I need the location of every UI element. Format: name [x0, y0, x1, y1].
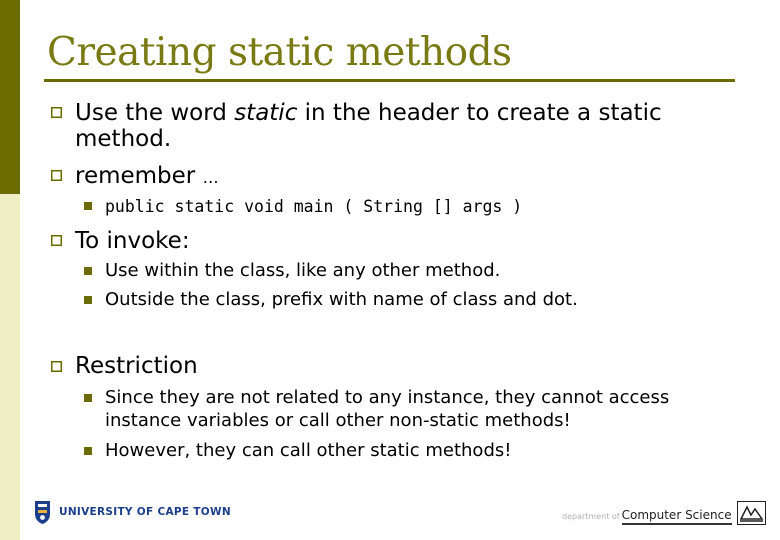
- uct-logo: [34, 498, 231, 526]
- sidebar-accent-dark: [0, 0, 20, 194]
- filled-square-bullet-icon: [84, 447, 92, 455]
- square-bullet-icon: [51, 107, 62, 118]
- static-keyword-emphasis: static: [234, 100, 298, 126]
- bullet-remember: [75, 163, 219, 191]
- department-prefix: department of: [562, 511, 620, 521]
- department-emblem-icon: [737, 501, 766, 525]
- main-signature-code: public static void main ( String [] args ): [105, 197, 523, 216]
- department-logo: [562, 505, 732, 527]
- filled-square-bullet-icon: [84, 202, 92, 210]
- department-name: Computer Science: [622, 508, 732, 525]
- uct-crest-icon: [34, 499, 51, 525]
- sub-bullet-outside-class: Outside the class, prefix with name of class and dot.: [105, 289, 578, 310]
- slide-title: Creating static methods: [47, 30, 512, 75]
- bullet-text-pre: Use the word: [75, 100, 235, 126]
- square-bullet-icon: [51, 235, 62, 246]
- sub-bullet-call-static: However, they can call other static methods!: [105, 440, 512, 461]
- ellipsis: …: [202, 168, 219, 187]
- bullet-to-invoke: To invoke:: [75, 228, 190, 254]
- filled-square-bullet-icon: [84, 394, 92, 402]
- sub-bullet-within-class: Use within the class, like any other method.: [105, 260, 501, 281]
- square-bullet-icon: [51, 170, 62, 181]
- uct-wordmark: UNIVERSITY OF CAPE TOWN: [59, 506, 231, 518]
- bullet-static-keyword-continued: method.: [75, 126, 172, 152]
- filled-square-bullet-icon: [84, 296, 92, 304]
- bullet-remember-text: remember: [75, 163, 203, 189]
- sidebar-accent-light: [0, 194, 20, 540]
- title-underline: [44, 79, 735, 82]
- bullet-static-keyword: [75, 100, 662, 127]
- sub-bullet-no-instance-access-continued: instance variables or call other non-static methods!: [105, 410, 571, 431]
- square-bullet-icon: [51, 361, 62, 372]
- filled-square-bullet-icon: [84, 267, 92, 275]
- sub-bullet-no-instance-access: Since they are not related to any instance, they cannot access: [105, 387, 670, 408]
- bullet-text-post: in the header to create a static: [297, 100, 662, 126]
- bullet-restriction: Restriction: [75, 353, 198, 379]
